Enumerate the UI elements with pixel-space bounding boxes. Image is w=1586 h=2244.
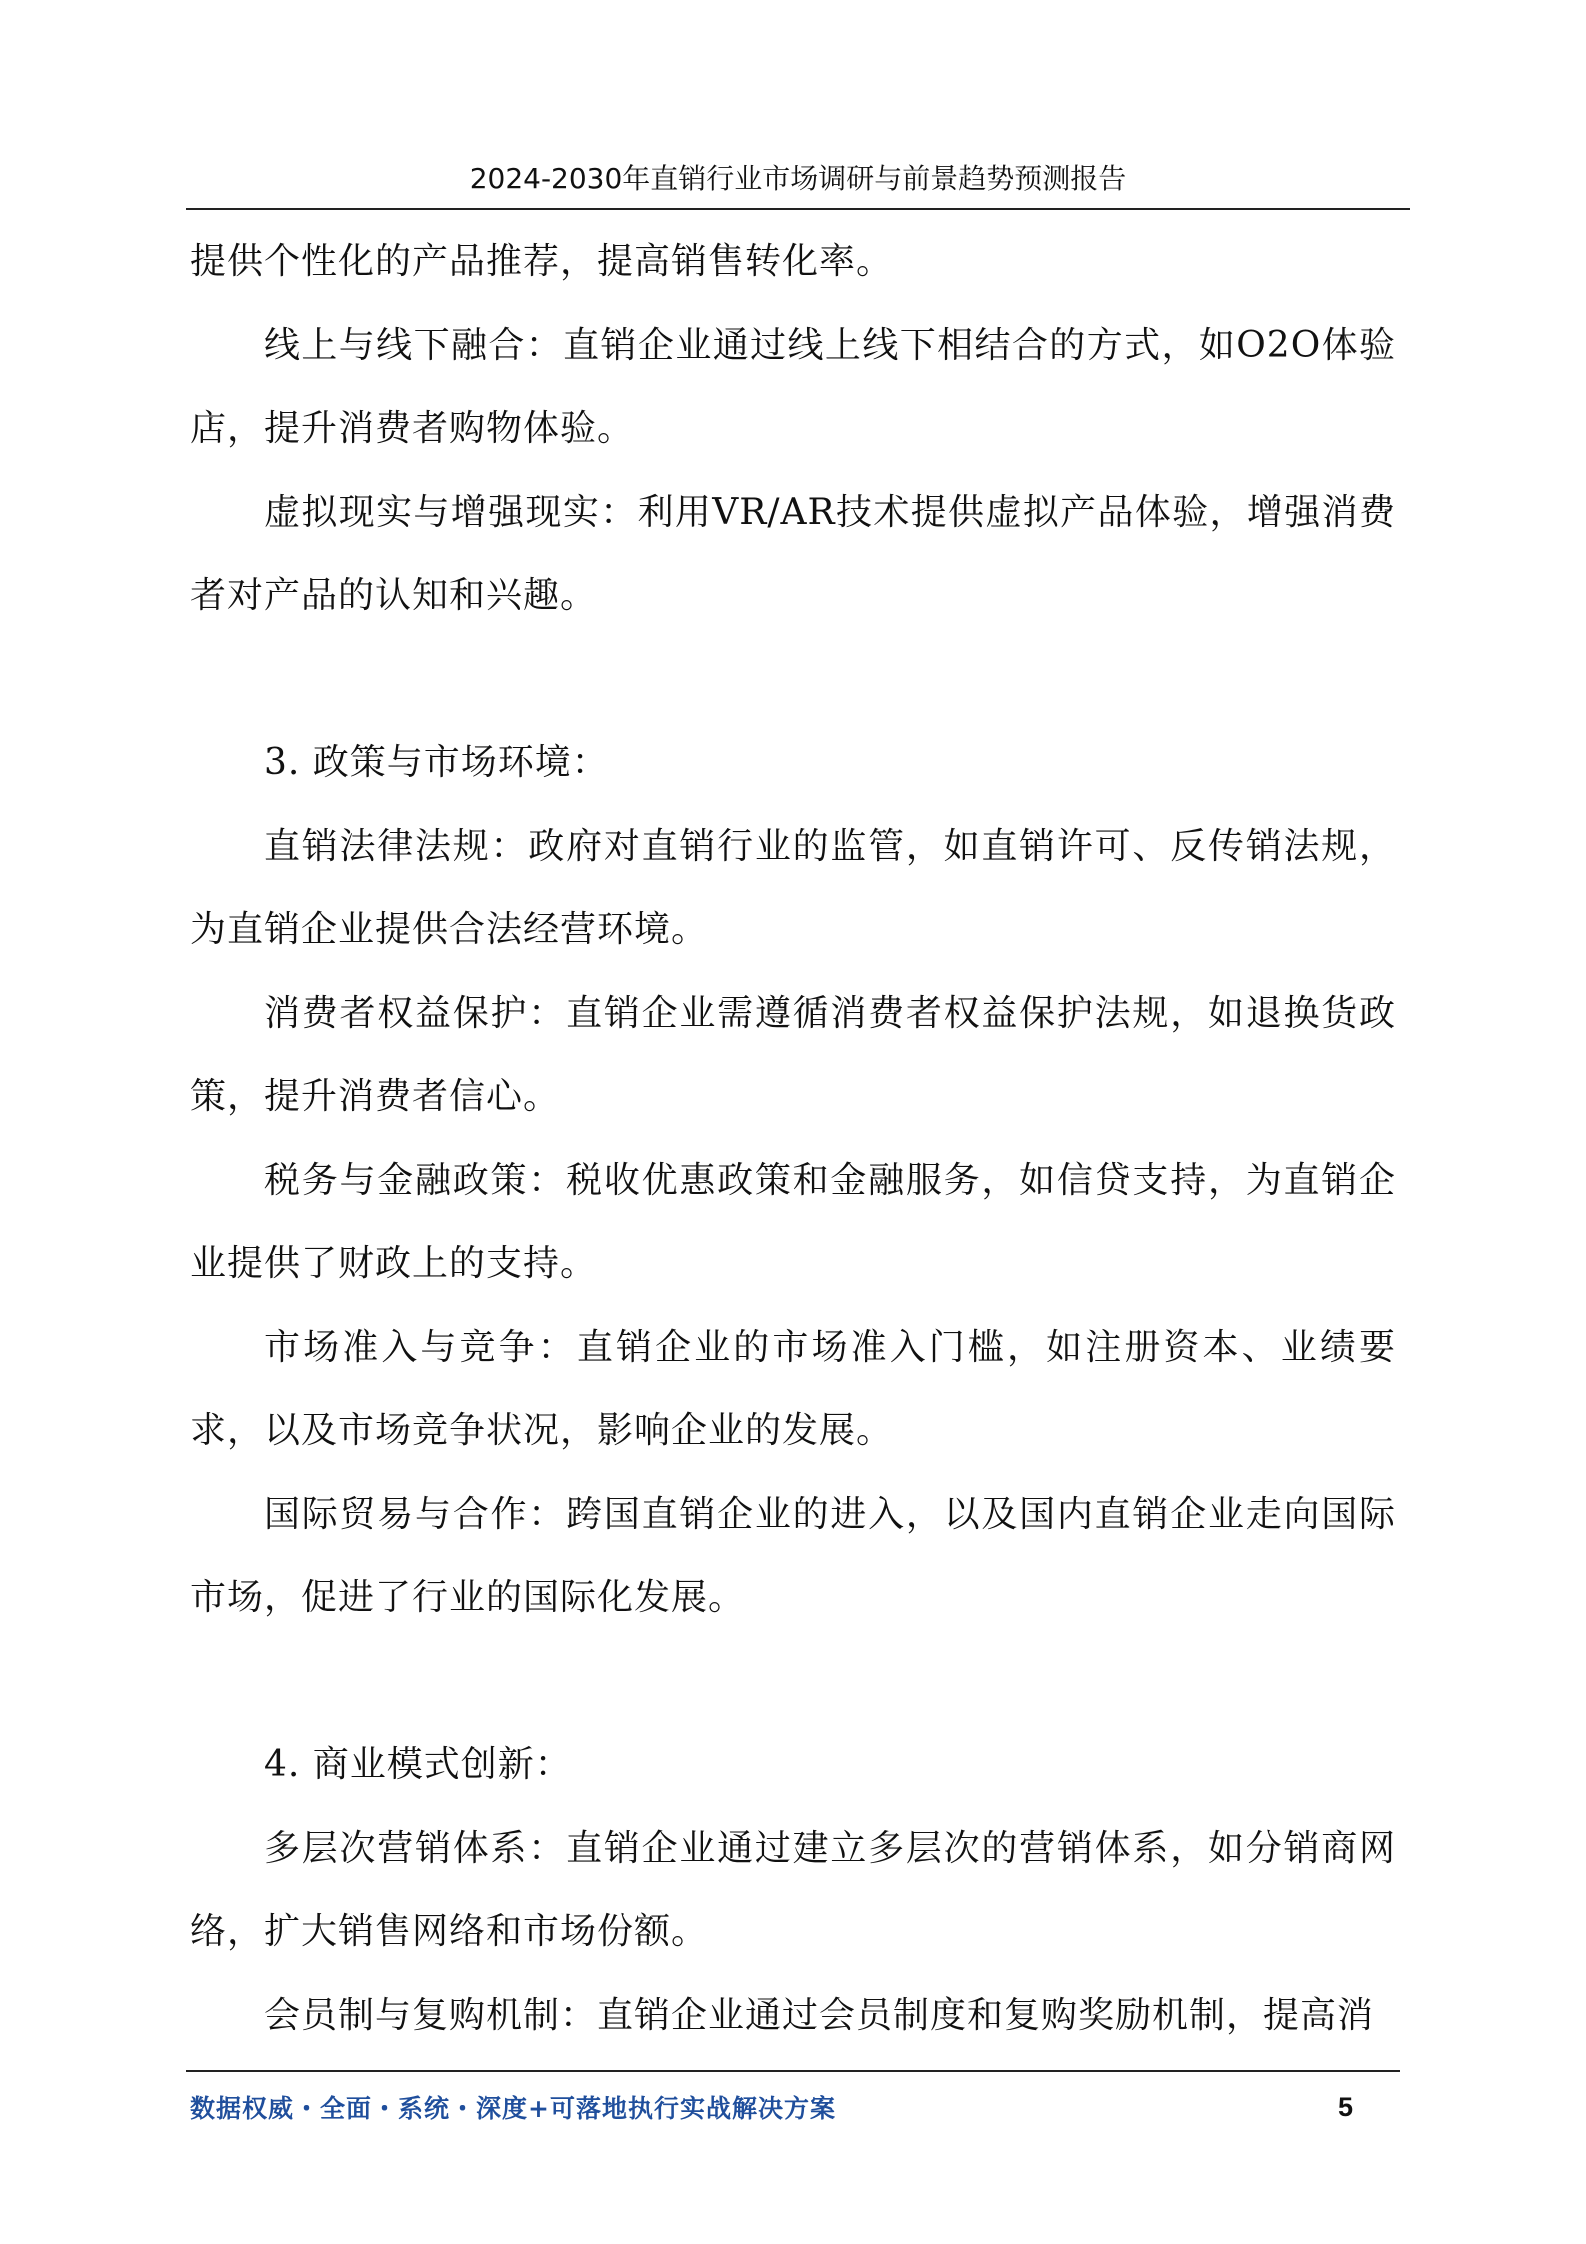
paragraph-international-trade: 国际贸易与合作：跨国直销企业的进入，以及国内直销企业走向国际市场，促进了行业的国际化发展。: [190, 1493, 1396, 1618]
document-body: [190, 220, 1396, 2057]
paragraph-continuation: 提供个性化的产品推荐，提高销售转化率。: [190, 241, 894, 282]
section-spacer: [190, 638, 1396, 722]
section-heading-policy: 3. 政策与市场环境：: [264, 742, 609, 783]
paragraph-membership: 会员制与复购机制：直销企业通过会员制度和复购奖励机制，提高消: [264, 1994, 1375, 2036]
section-heading-business-model: 4. 商业模式创新：: [264, 1744, 572, 1785]
page-number: 5: [1338, 2092, 1354, 2122]
footer-divider: [186, 2070, 1400, 2072]
paragraph-consumer-protection: 消费者权益保护：直销企业需遵循消费者权益保护法规，如退换货政策，提升消费者信心。: [190, 992, 1396, 1117]
paragraph-vr-ar: 虚拟现实与增强现实：利用VR/AR技术提供虚拟产品体验，增强消费者对产品的认知和兴趣。: [190, 491, 1396, 616]
section-spacer: [190, 1640, 1396, 1724]
paragraph-multilevel-marketing: 多层次营销体系：直销企业通过建立多层次的营销体系，如分销商网络，扩大销售网络和市场份额。: [190, 1827, 1396, 1952]
paragraph-tax-finance: 税务与金融政策：税收优惠政策和金融服务，如信贷支持，为直销企业提供了财政上的支持。: [190, 1159, 1396, 1284]
paragraph-online-offline: 线上与线下融合：直销企业通过线上线下相结合的方式，如O2O体验店，提升消费者购物体验。: [190, 324, 1396, 449]
paragraph-regulations: 直销法律法规：政府对直销行业的监管，如直销许可、反传销法规，为直销企业提供合法经营环境。: [190, 825, 1396, 950]
paragraph-market-access: 市场准入与竞争：直销企业的市场准入门槛，如注册资本、业绩要求，以及市场竞争状况，影响企业的发展。: [190, 1326, 1396, 1451]
header-title: 2024-2030年直销行业市场调研与前景趋势预测报告: [469, 162, 1127, 195]
footer-slogan: 数据权威・全面・系统・深度+可落地执行实战解决方案: [190, 2094, 836, 2123]
header-divider: [186, 208, 1410, 210]
